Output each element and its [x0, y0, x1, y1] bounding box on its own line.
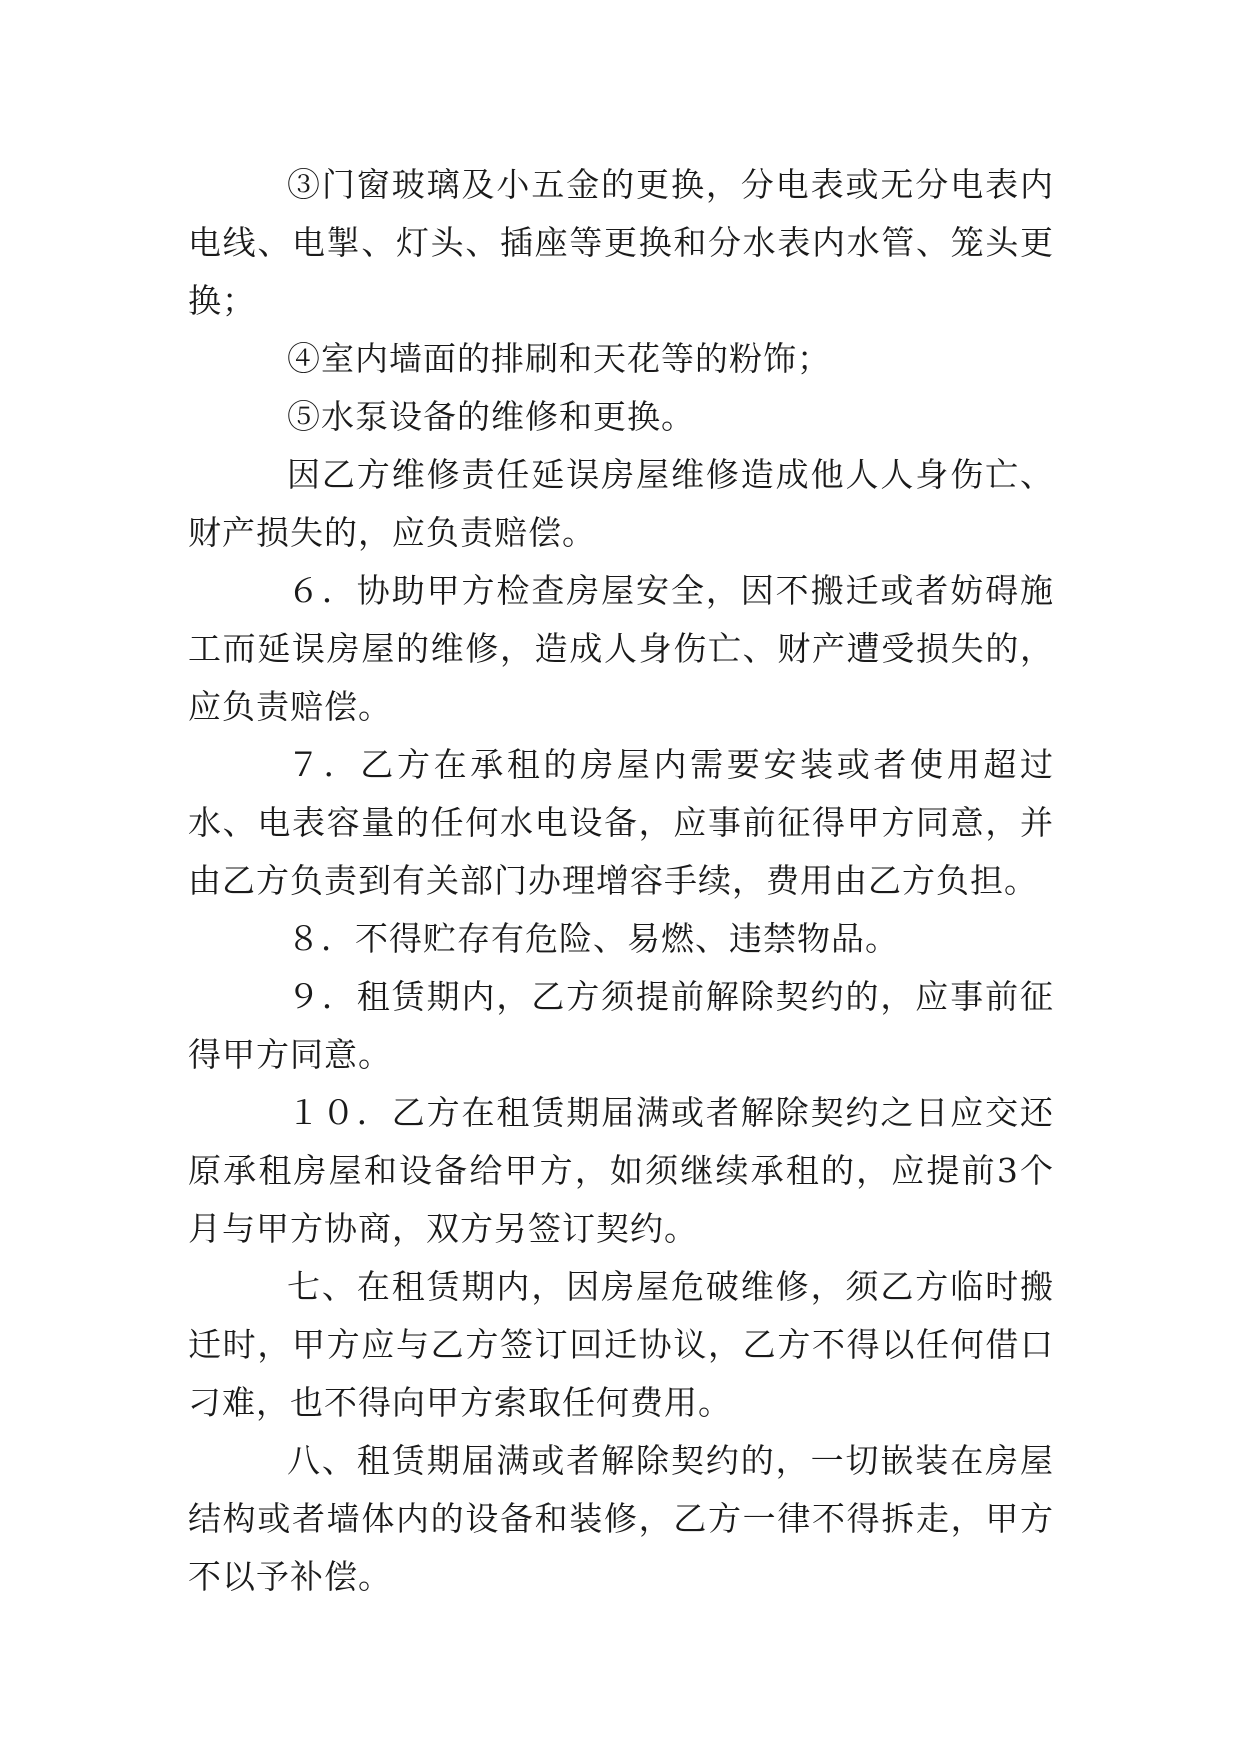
- paragraph-section-7: 七、在租赁期内，因房屋危破维修，须乙方临时搬迁时，甲方应与乙方签订回迁协议，乙方不得以任何借口刁难，也不得向甲方索取任何费用。: [188, 1267, 1054, 1422]
- paragraph-item-3: ③门窗玻璃及小五金的更换，分电表或无分电表内电线、电掣、灯头、插座等更换和分水表内水管、笼头更换；: [188, 165, 1054, 320]
- document-body: [188, 156, 1054, 1606]
- paragraph-clause-6: ６．协助甲方检查房屋安全，因不搬迁或者妨碍施工而延误房屋的维修，造成人身伤亡、财产遭受损失的，应负责赔偿。: [188, 571, 1054, 726]
- paragraph-item-4: ④室内墙面的排刷和天花等的粉饰；: [287, 339, 831, 378]
- paragraph-clause-10: １０．乙方在租赁期届满或者解除契约之日应交还原承租房屋和设备给甲方，如须继续承租的，应提前3个月与甲方协商，双方另签订契约。: [188, 1093, 1054, 1248]
- paragraph-section-8: 八、租赁期届满或者解除契约的，一切嵌装在房屋结构或者墙体内的设备和装修，乙方一律不得拆走，甲方不以予补偿。: [188, 1441, 1054, 1596]
- paragraph-clause-9: ９．租赁期内，乙方须提前解除契约的，应事前征得甲方同意。: [188, 977, 1054, 1074]
- paragraph-item-5: ⑤水泵设备的维修和更换。: [287, 397, 695, 436]
- paragraph-clause-8: ８．不得贮存有危险、易燃、违禁物品。: [287, 919, 899, 958]
- paragraph-compensation: 因乙方维修责任延误房屋维修造成他人人身伤亡、财产损失的，应负责赔偿。: [188, 455, 1054, 552]
- paragraph-clause-7: ７．乙方在承租的房屋内需要安装或者使用超过水、电表容量的任何水电设备，应事前征得甲方同意，并由乙方负责到有关部门办理增容手续，费用由乙方负担。: [188, 745, 1054, 900]
